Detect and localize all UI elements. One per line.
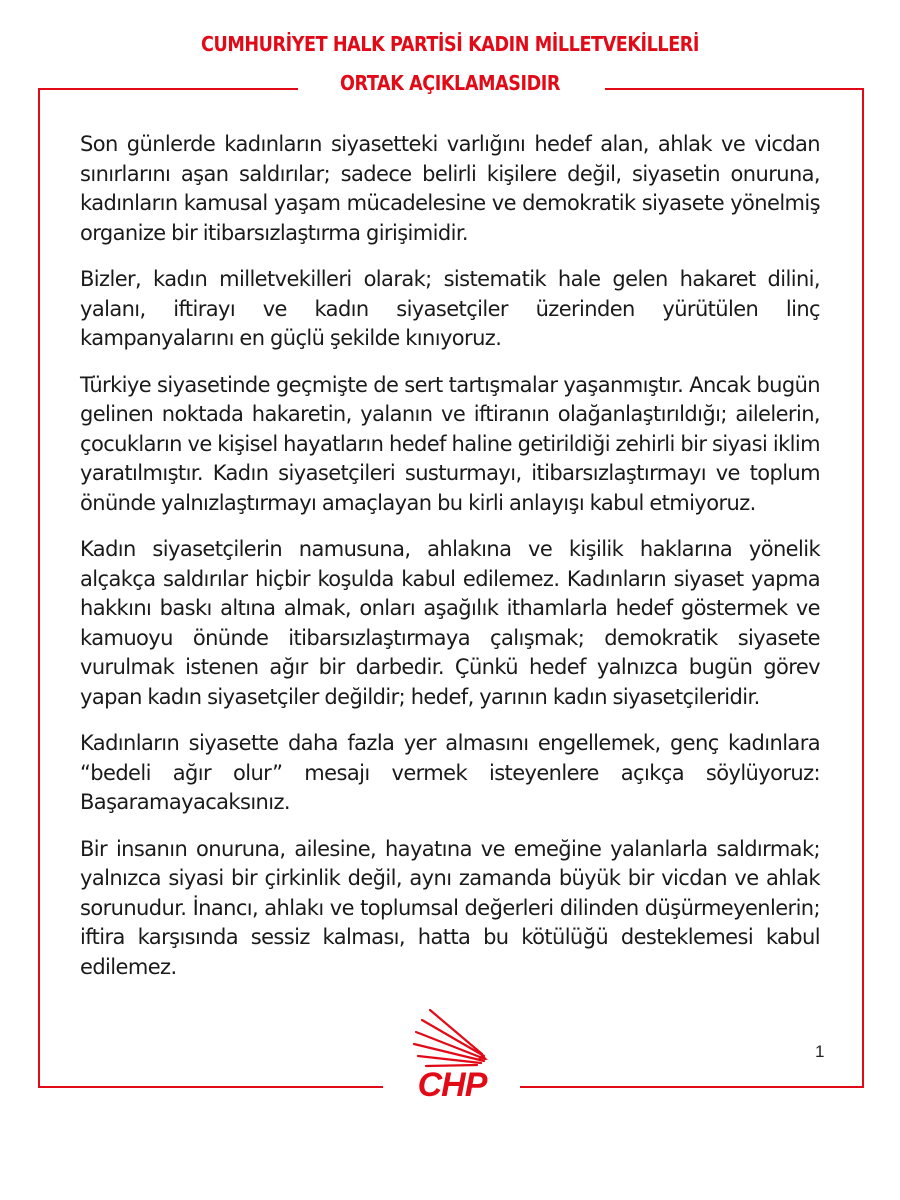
statement-body: [80, 130, 820, 999]
frame-border-bottom-left: [38, 1086, 383, 1088]
frame-border-top-right: [605, 88, 864, 90]
chp-logo-text: CHP: [417, 1066, 487, 1104]
paragraph-2: Bizler, kadın milletvekilleri olarak; sistematik hale gelen hakaret dilini, yalanı, iftirayı ve kadın siyasetçiler üzerinden yürütülen linç kampanyalarını en güçlü şekilde kınıyoruz.: [80, 267, 820, 350]
frame-border-right: [862, 88, 864, 1088]
paragraph-4: Kadın siyasetçilerin namusuna, ahlakına ve kişilik haklarına yönelik alçakça saldırılar hiçbir koşulda kabul edilemez. Kadınların siyaset yapma hakkını baskı altına almak, onları aşağılık ithamlarla hedef göstermek ve kamuoyu önünde itibarsızlaştırmaya çalışmak; demokratik siyasete vurulmak istenen ağır bir darbedir. Çünkü hedef yalnızca bugün görev yapan kadın siyasetçiler değildir; hedef, yarının kadın siyasetçileridir.: [80, 537, 820, 709]
frame-border-top-left: [38, 88, 298, 90]
paragraph-6: Bir insanın onuruna, ailesine, hayatına ve emeğine yalanlarla saldırmak; yalnızca siyasi bir çirkinlik değil, aynı zamanda büyük bir vicdan ve ahlak sorunudur. İnancı, ahlakı ve toplumsal değerleri dilinden düşürmeyenlerin; iftira karşısında sessiz kalması, hatta bu kötülüğü desteklemesi kabul edilemez.: [80, 836, 820, 979]
paragraph-5: Kadınların siyasette daha fazla yer almasını engellemek, genç kadınlara “bedeli ağır olur” mesajı vermek isteyenlere açıkça söylüyoruz: Başaramayacaksınız.: [80, 731, 820, 814]
page-number: 1: [815, 1042, 825, 1061]
paragraph-3: Türkiye siyasetinde geçmişte de sert tartışmalar yaşanmıştır. Ancak bugün gelinen noktada hakaretin, yalanın ve iftiranın olağanlaştırıldığı; ailelerin, çocukların ve kişisel hayatların hedef haline getirildiği zehirli bir siyasi iklim yaratılmıştır. Kadın siyasetçileri susturmayı, itibarsızlaştırmayı ve toplum önünde yalnızlaştırmayı amaçlayan bu kirli anlayışı kabul etmiyoruz.: [80, 372, 820, 515]
paragraph-1: Son günlerde kadınların siyasetteki varlığını hedef alan, ahlak ve vicdan sınırlarını aşan saldırılar; sadece belirli kişilere değil, siyasetin onuruna, kadınların kamusal yaşam mücadelesine ve demokratik siyasete yönelmiş organize bir itibarsızlaştırma girişimidir.: [80, 132, 820, 245]
frame-border-bottom-right: [520, 1086, 864, 1088]
document-title-line1: CUMHURİYET HALK PARTİSİ KADIN MİLLETVEKİLLERİ: [200, 32, 700, 56]
document-title-line2: ORTAK AÇIKLAMASIDIR: [339, 71, 561, 95]
frame-border-left: [38, 88, 40, 1088]
